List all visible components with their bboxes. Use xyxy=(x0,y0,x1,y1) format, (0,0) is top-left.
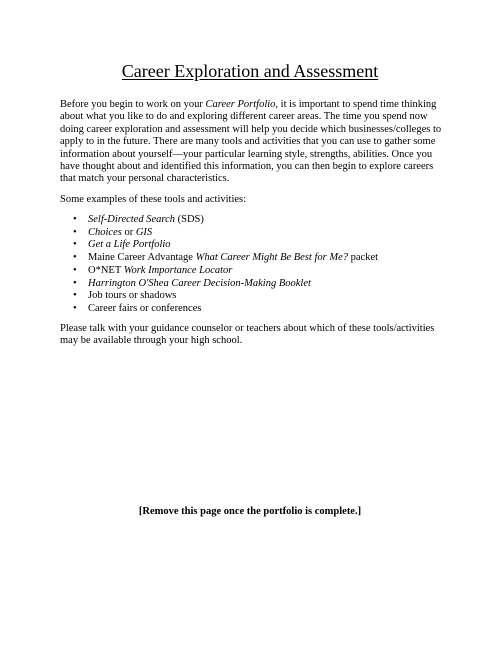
intro-text-after: , it is important to spend time thinking about what you like to do and exploring different career areas. The time you spend now doing career exploration and assessment will help you decide which businesses/colleges to apply to in the future. There are many tools and activities that you can use to gather some information about yourself—your particular learning style, strengths, abilities. Once you have thought about and identified this information, you can then begin to explore careers that match your personal characteristics. xyxy=(60,99,442,185)
bullet-icon: • xyxy=(73,214,77,225)
tool-name: Work Importance Locator xyxy=(123,264,233,276)
bullet-icon: • xyxy=(73,252,77,264)
remove-page-notice: [Remove this page once the portfolio is complete.] xyxy=(138,506,362,517)
list-item xyxy=(60,227,445,240)
intro-paragraph xyxy=(60,99,445,186)
list-item xyxy=(60,265,445,278)
list-item xyxy=(60,303,445,316)
tool-prefix: Maine Career Advantage xyxy=(88,252,196,264)
tool-name: Harrington O'Shea Career Decision-Making Booklet xyxy=(88,277,311,289)
tool-name-alt: GIS xyxy=(135,226,153,238)
intro-text-before: Before you begin to work on your xyxy=(60,99,206,110)
tool-prefix: O*NET xyxy=(88,264,124,276)
bullet-icon: • xyxy=(73,290,77,302)
tool-note: or xyxy=(121,226,136,238)
examples-intro: Some examples of these tools and activities: xyxy=(60,194,247,205)
tools-list xyxy=(60,214,445,316)
intro-emphasis: Career Portfolio xyxy=(205,99,276,110)
tool-name: Choices xyxy=(88,226,122,238)
bullet-icon: • xyxy=(73,239,77,251)
bullet-icon: • xyxy=(73,264,77,276)
list-item xyxy=(60,214,445,227)
page-title: Career Exploration and Assessment xyxy=(121,61,379,81)
tool-name: Career fairs or conferences xyxy=(88,302,202,314)
closing-paragraph: Please talk with your guidance counselor or teachers about which of these tools/activities may be available through your high school. xyxy=(60,323,435,347)
tool-name: Self-Directed Search xyxy=(88,214,175,225)
tool-name: Get a Life Portfolio xyxy=(88,239,171,251)
bullet-icon: • xyxy=(73,277,77,289)
bullet-icon: • xyxy=(73,226,77,238)
tool-note: packet xyxy=(348,252,379,264)
bullet-icon: • xyxy=(73,302,77,314)
list-item xyxy=(60,290,445,303)
list-item xyxy=(60,239,445,252)
list-item xyxy=(60,252,445,265)
list-item xyxy=(60,278,445,291)
tool-name: What Career Might Be Best for Me? xyxy=(195,252,349,264)
tool-note: (SDS) xyxy=(174,214,204,225)
tool-name: Job tours or shadows xyxy=(88,290,177,302)
